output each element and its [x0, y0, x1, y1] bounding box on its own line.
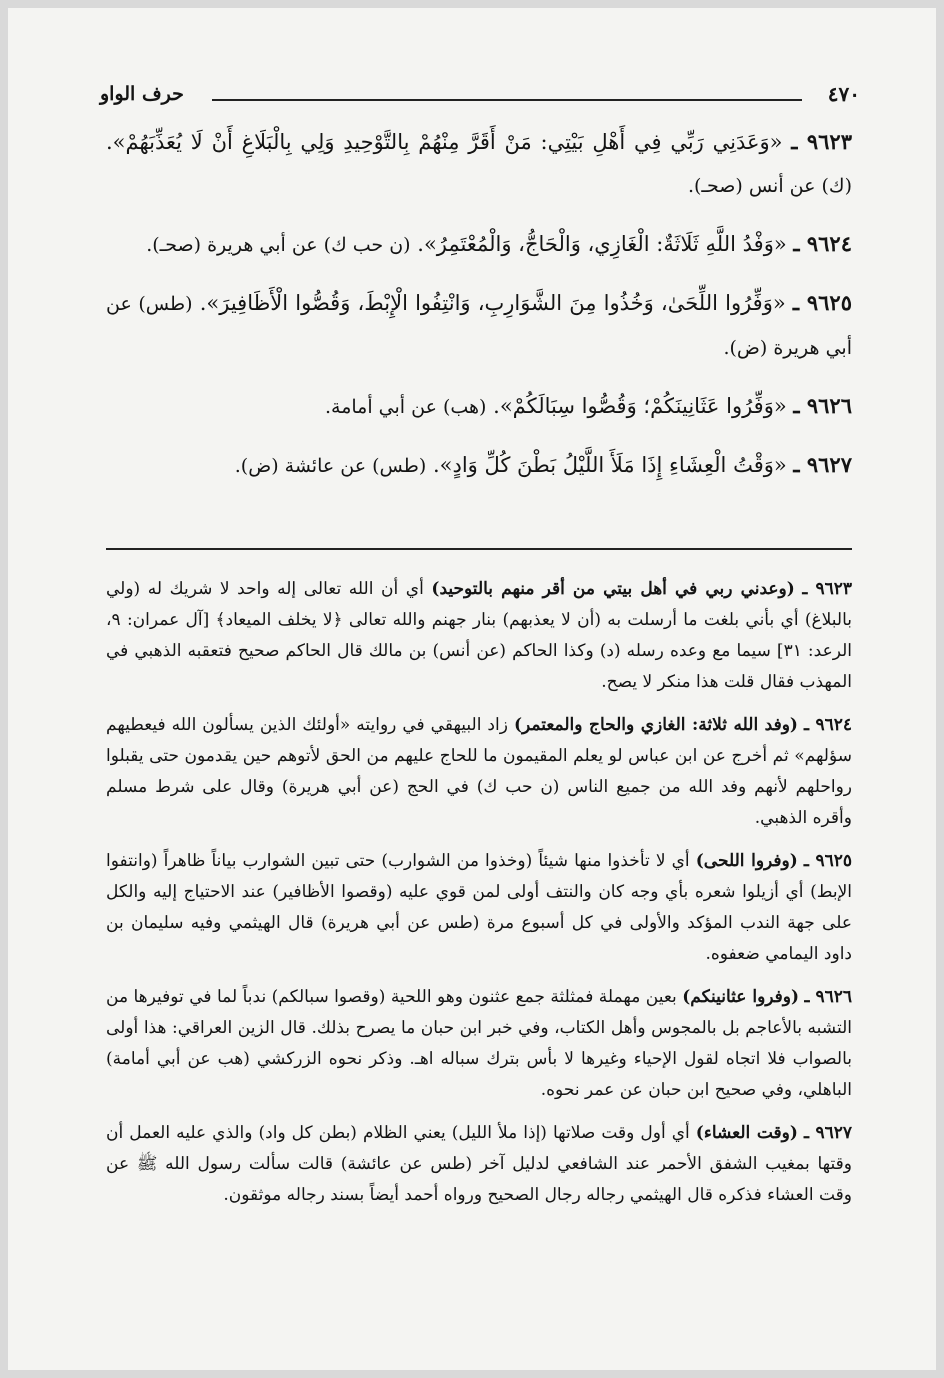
hadith-number: ٩٦٢٦ ـ: [793, 393, 852, 418]
hadith-reference: (هب) عن أبي أمامة.: [324, 396, 487, 418]
hadith-entry: [106, 384, 852, 429]
hadith-number: ٩٦٢٣ ـ: [791, 129, 852, 154]
hadith-text: «وَفْدُ اللَّهِ ثَلَاثَةٌ: الْغَازِي، وَالْحَاجُّ، وَالْمُعْتَمِرُ».: [417, 232, 787, 256]
commentary-section: [106, 574, 852, 1223]
note-lead: (وفد الله ثلاثة: الغازي والحاج والمعتمر): [513, 715, 798, 735]
running-title: حرف الواو: [100, 83, 184, 105]
commentary-note: [106, 574, 852, 698]
hadith-reference: (ن حب ك) عن أبي هريرة (صحـ).: [146, 234, 411, 256]
hadith-number: ٩٦٢٧ ـ: [793, 452, 852, 477]
hadith-text: «وَعَدَنِي رَبِّي فِي أَهْلِ بَيْتِي: مَنْ أَقَرَّ مِنْهُمْ بِالتَّوْحِيدِ وَلِي بِالْبَلَاغِ أَنْ لَا يُعَذِّبَهُمْ».: [106, 130, 783, 154]
header-rule: [212, 99, 802, 101]
hadith-number: ٩٦٢٥ ـ: [792, 290, 852, 315]
hadith-text: «وَفِّرُوا عَثَانِينَكُمْ؛ وَقُصُّوا سِبَالَكُمْ».: [493, 394, 787, 418]
hadith-reference: (ك) عن أنس (صحـ).: [687, 175, 852, 197]
note-text: أي لا تأخذوا منها شيئاً (وخذوا من الشوارب) حتى تبين الشوارب بياناً ظاهراً (وانتفوا الإبط) أي أزيلوا شعره بأي وجه كان والنتف أولى لمن قوي عليه (وقصوا الأظافير) عند الاحتياج إليه والكل على جهة الندب المؤكد والأولى في كل أسبوع مرة (طس عن أبي هريرة) قال الهيثمي وفيه سليمان بن داود اليمامي ضعفوه.: [106, 851, 852, 964]
commentary-note: [106, 1118, 852, 1211]
note-number: ٩٦٢٥ ـ: [803, 851, 853, 871]
note-number: ٩٦٢٤ ـ: [803, 715, 853, 735]
hadith-text: «وَفِّرُوا اللِّحَىٰ، وَخُذُوا مِنَ الشَّوَارِبِ، وَانْتِفُوا الْإِبْطَ، وَقُصُّوا الْأَظَافِيرَ».: [199, 291, 786, 315]
page-number: ٤٧٠: [827, 82, 860, 106]
note-text: أي أن الله تعالى إله واحد لا شريك له (ولي بالبلاغ) أي بأني بلغت ما أرسلت به (أن لا يعذبهم) بنار جهنم والله تعالى ﴿لا يخلف الميعاد﴾ [آل عمران: ٩، الرعد: ٣١] سيما مع وعده رسله (د) وكذا الحاكم (عن أنس) بن مالك قال الحاكم صحيح فتعقبه الذهبي في المهذب فقال قلت هذا منكر لا يصح.: [106, 579, 853, 692]
commentary-note: [106, 710, 852, 834]
note-number: ٩٦٢٣ ـ: [802, 579, 853, 599]
book-page: [8, 8, 936, 1370]
page-header: [100, 82, 860, 110]
note-lead: (وفروا عثانينكم): [682, 987, 800, 1007]
hadith-reference: (طس) عن أبي هريرة (ض).: [106, 293, 852, 359]
note-lead: (وقت العشاء): [695, 1123, 798, 1143]
commentary-note: [106, 846, 852, 970]
note-text: بعين مهملة فمثلثة جمع عثنون وهو اللحية (وقصوا سبالكم) ندباً لما في توفيرها من التشبه بالأعاجم بل بالمجوس وأهل الكتاب، وفي خبر ابن حبان ما يصرح بذلك. قال الزين العراقي: هذا أولى بالصواب فلا اتجاه لقول الإحياء وغيرها لا بأس بترك سباله اهـ. وذكر نحوه الزركشي (هب عن أبي أمامة) الباهلي، وفي صحيح ابن حبان عن عمر نحوه.: [106, 987, 852, 1100]
hadith-entry: [106, 443, 852, 488]
note-number: ٩٦٢٦ ـ: [804, 987, 853, 1007]
note-lead: (وعدني ربي في أهل بيتي من أقر منهم بالتوحيد): [431, 579, 795, 599]
commentary-divider: [106, 548, 852, 550]
note-lead: (وفروا اللحى): [695, 851, 798, 871]
hadith-text: «وَقْتُ الْعِشَاءِ إِذَا مَلَأَ اللَّيْلُ بَطْنَ كُلِّ وَادٍ».: [432, 453, 787, 477]
commentary-note: [106, 982, 852, 1106]
note-text: زاد البيهقي في روايته «أولئك الذين يسألون الله فيعطيهم سؤلهم» ثم أخرج عن ابن عباس لو يعلم المقيمون ما للحاج عليهم من الحق لأتوهم حين يقدمون حتى يقبلوا رواحلهم لأنهم وفد الله من جميع الناس (ن حب ك) في الحج (عن أبي هريرة) وقال على شرط مسلم وأقره الذهبي.: [106, 715, 852, 828]
hadith-number: ٩٦٢٤ ـ: [793, 231, 852, 256]
hadith-reference: (طس) عن عائشة (ض).: [234, 455, 427, 477]
note-number: ٩٦٢٧ ـ: [803, 1123, 853, 1143]
hadith-list: [106, 120, 852, 502]
hadith-entry: [106, 281, 852, 370]
note-text: أي أول وقت صلاتها (إذا ملأ الليل) يعني الظلام (بطن كل واد) والذي عليه العمل أن وقتها بمغيب الشفق الأحمر عند الشافعي لدليل آخر (طس عن عائشة) قالت سألت رسول الله ﷺ عن وقت العشاء فذكره قال الهيثمي رجاله رجال الصحيح ورواه أحمد أيضاً بسند رجاله موثقون.: [106, 1123, 852, 1205]
hadith-entry: [106, 222, 852, 267]
hadith-entry: [106, 120, 852, 208]
